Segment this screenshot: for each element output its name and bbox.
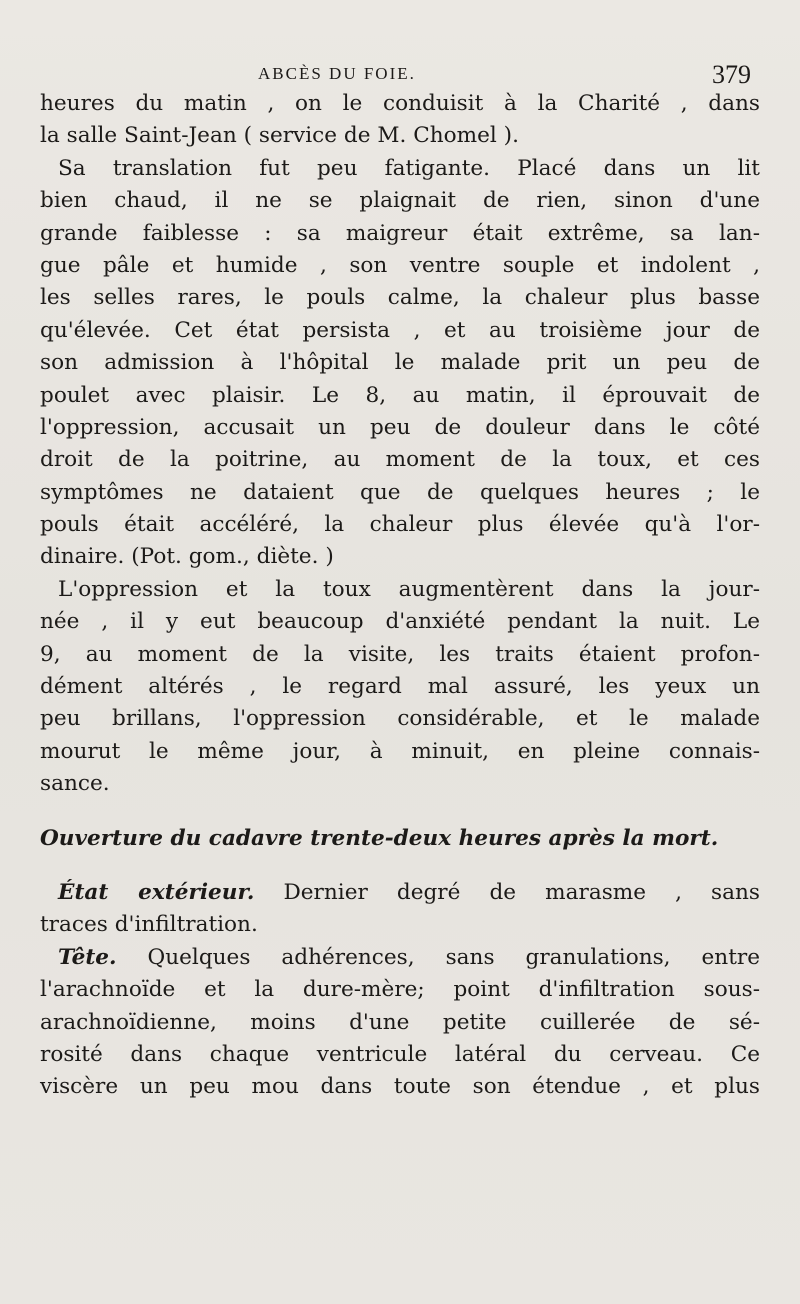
text-line: son admission à l'hôpital le malade prit un peu de [40, 350, 760, 376]
text-line: la salle Saint-Jean ( service de M. Chomel ). [40, 123, 519, 149]
running-title: ABCÈS DU FOIE. [258, 64, 416, 83]
text-line: L'oppression et la toux augmentèrent dans la jour- [58, 576, 760, 602]
text-line: arachnoïdienne, moins d'une petite cuillerée de sé- [40, 1009, 760, 1035]
spacer [40, 801, 760, 823]
section-heading: Ouverture du cadavre trente-deux heures après la mort. [40, 825, 719, 851]
spacer [40, 855, 760, 877]
text-line [40, 942, 760, 974]
etat-label: État extérieur. [58, 879, 255, 905]
text-line: symptômes ne dataient que de quelques heures ; le [40, 479, 760, 505]
text-line: dément altérés , le regard mal assuré, les yeux un [40, 674, 760, 700]
paragraph-1 [40, 88, 760, 574]
tete-text: Quelques adhérences, sans granulations, entre [116, 944, 760, 970]
text-line: viscère un peu mou dans toute son étendue , et plus [40, 1074, 760, 1100]
text-line: grande faiblesse : sa maigreur était extrême, sa lan- [40, 220, 760, 246]
text-line: poulet avec plaisir. Le 8, au matin, il éprouvait de [40, 382, 760, 408]
text-line: mourut le même jour, à minuit, en pleine connais- [40, 738, 760, 764]
page-number: 379 [712, 60, 751, 89]
text-line: pouls était accéléré, la chaleur plus élevée qu'à l'or- [40, 512, 760, 538]
text-line: traces d'infiltration. [40, 912, 258, 938]
text-line: gue pâle et humide , son ventre souple et indolent , [40, 252, 760, 278]
tete-label: Tête. [58, 944, 117, 970]
text-line: Sa translation fut peu fatigante. Placé dans un lit [58, 155, 760, 181]
text-line: dinaire. (Pot. gom., diète. ) [40, 544, 334, 570]
text-line: 9, au moment de la visite, les traits étaient profon- [40, 641, 760, 667]
paragraph-etat [40, 877, 760, 942]
paragraph-2 [40, 574, 760, 801]
text-line: peu brillans, l'oppression considérable, et le malade [40, 706, 760, 732]
paragraph-tete [40, 942, 760, 1104]
text-line: bien chaud, il ne se plaignait de rien, sinon d'une [40, 188, 760, 214]
text-line: les selles rares, le pouls calme, la chaleur plus basse [40, 285, 760, 311]
text-line [40, 877, 760, 909]
text-line: droit de la poitrine, au moment de la toux, et ces [40, 447, 760, 473]
text-line: heures du matin , on le conduisit à la Charité , dans [40, 91, 760, 116]
etat-text: Dernier degré de marasme , sans [254, 879, 760, 905]
text-line: l'arachnoïde et la dure-mère; point d'infiltration sous- [40, 977, 760, 1003]
text-line: sance. [40, 771, 110, 797]
body-text [40, 88, 760, 1104]
text-line: qu'élevée. Cet état persista , et au troisième jour de [40, 317, 760, 343]
text-line: rosité dans chaque ventricule latéral du cerveau. Ce [40, 1041, 760, 1067]
text-line: l'oppression, accusait un peu de douleur dans le côté [40, 414, 760, 440]
text-line: née , il y eut beaucoup d'anxiété pendant la nuit. Le [40, 609, 760, 635]
